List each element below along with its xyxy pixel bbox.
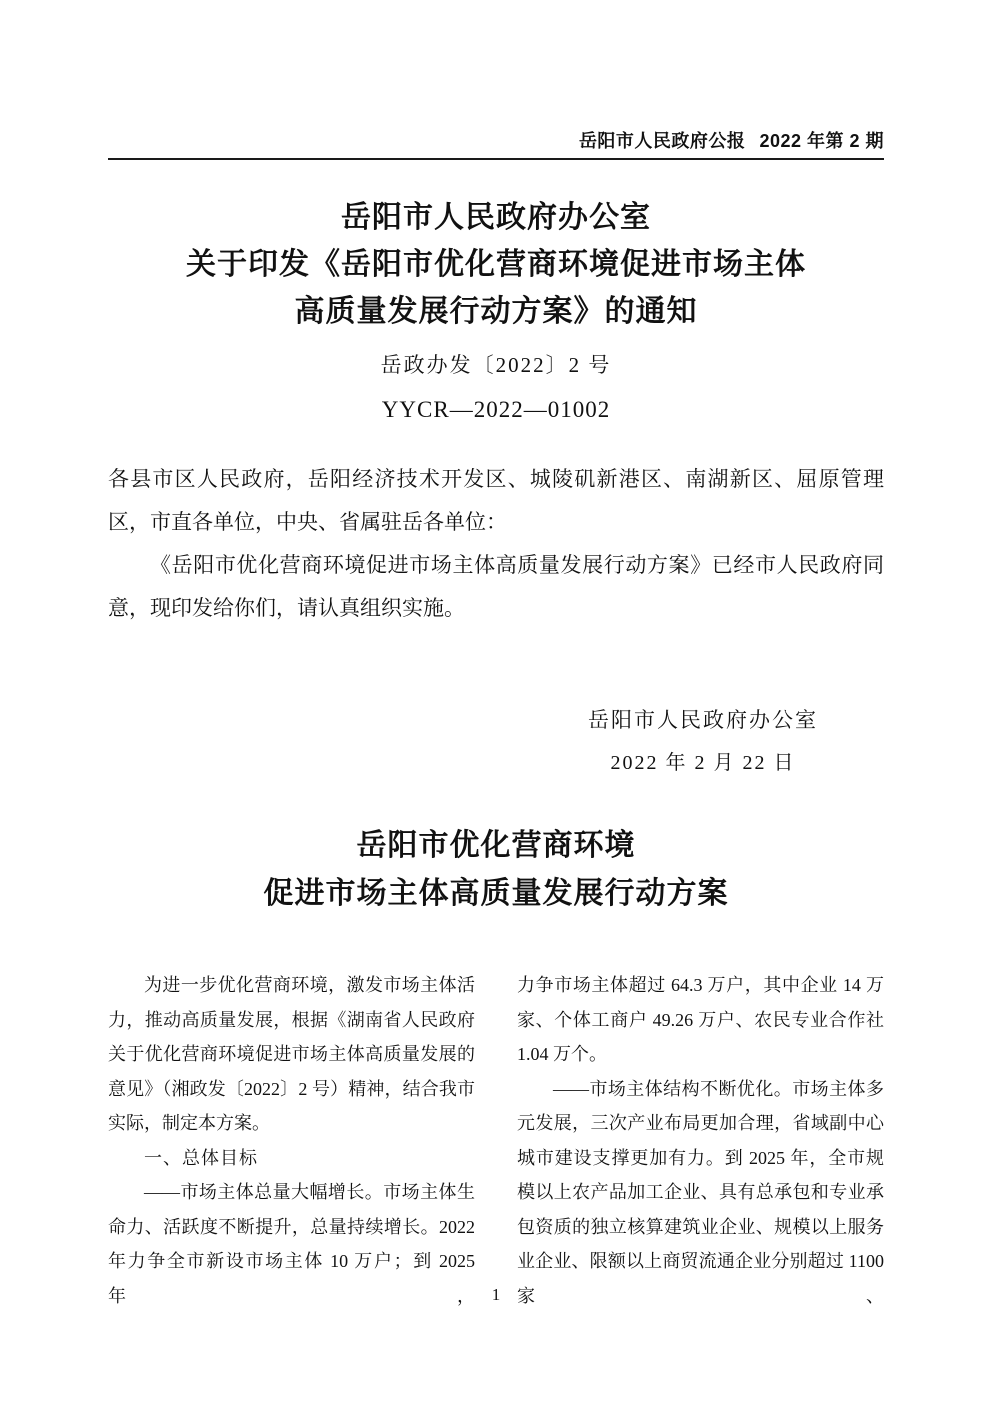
signature-date: 2022 年 2 月 22 日 <box>610 752 796 774</box>
plan-column-right <box>517 968 884 1313</box>
signature-signer: 岳阳市人民政府办公室 <box>588 708 818 732</box>
plan-title-line-1: 岳阳市优化营商环境 <box>356 829 636 862</box>
ref-code: YYCR—2022—01002 <box>381 397 611 422</box>
plan-column-left <box>108 968 475 1313</box>
signature-block <box>108 706 818 776</box>
notice-addressees: 各县市区人民政府，岳阳经济技术开发区、城陵矶新港区、南湖新区、屈原管理区，市直各单位，中央、省属驻岳各单位： <box>108 467 884 534</box>
page-number: 1 <box>491 1285 501 1304</box>
running-head <box>108 130 884 160</box>
doc-number: 岳政办发〔2022〕2 号 <box>380 353 612 377</box>
plan-structure-paragraph: ——市场主体结构不断优化。市场主体多元发展，三次产业布局更加合理，省域副中心城市建设支撑更加有力。到 2025 年，全市规模以上农产品加工企业、具有总承包和专业承包资质的独立核算建筑业企业、规模以上服务业企业、限额以上商贸流通企业分别超过 1100 家、 <box>517 1078 884 1306</box>
bulletin-issue: 2022 年第 2 期 <box>759 131 884 151</box>
plan-section-heading: 一、总体目标 <box>144 1147 258 1168</box>
notice-paragraph: 《岳阳市优化营商环境促进市场主体高质量发展行动方案》已经市人民政府同意，现印发给你们，请认真组织实施。 <box>108 553 884 620</box>
plan-goal-continuation: 力争市场主体超过 64.3 万户，其中企业 14 万家、个体工商户 49.26 万户、农民专业合作社 1.04 万个。 <box>517 975 884 1064</box>
plan-body <box>108 968 884 1313</box>
notice-body <box>108 458 884 630</box>
notice-title-line-1: 岳阳市人民政府办公室 <box>341 201 651 234</box>
bulletin-title: 岳阳市人民政府公报 <box>578 131 746 151</box>
signature-inner <box>588 706 818 776</box>
notice-title-line-2: 关于印发《岳阳市优化营商环境促进市场主体 <box>186 248 806 281</box>
plan-title-line-2: 促进市场主体高质量发展行动方案 <box>263 877 729 910</box>
notice-title <box>108 194 884 335</box>
notice-title-line-3: 高质量发展行动方案》的通知 <box>294 295 698 328</box>
plan-title <box>108 822 884 918</box>
plan-intro-paragraph: 为进一步优化营商环境，激发市场主体活力，推动高质量发展，根据《湖南省人民政府关于优化营商环境促进市场主体高质量发展的意见》（湘政发〔2022〕2 号）精神，结合我市实际，制定本方案。 <box>108 975 475 1133</box>
plan-goal-paragraph: ——市场主体总量大幅增长。市场主体生命力、活跃度不断提升，总量持续增长。2022 年力争全市新设市场主体 10 万户；到 2025 年， <box>108 1182 475 1306</box>
page-content <box>108 0 884 1313</box>
